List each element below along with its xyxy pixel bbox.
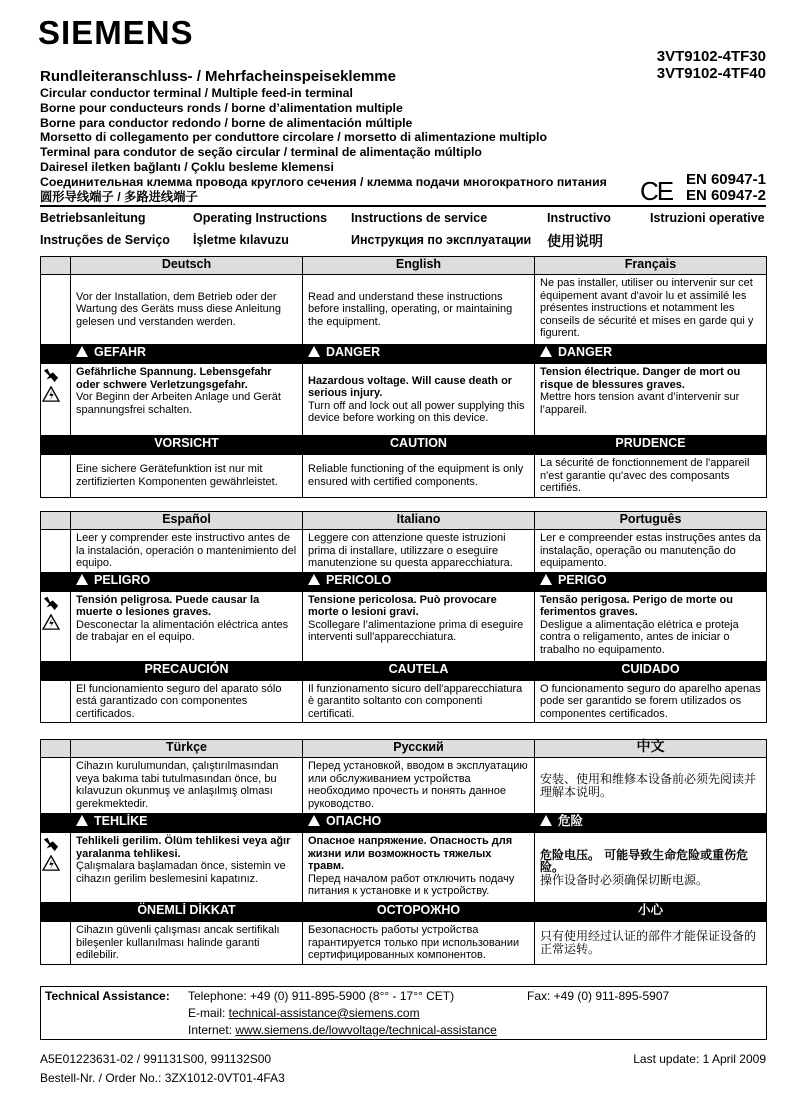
tech-label: Technical Assistance: — [45, 989, 170, 1003]
read-instructions-text: Read and understand these instructions before installing, operating, or maintaining the equipment. — [303, 275, 535, 345]
caution-header: CAUTELA — [303, 661, 535, 680]
technical-assistance-box — [40, 986, 767, 1040]
caution-header: 小心 — [535, 903, 767, 922]
language-header: Русский — [303, 740, 535, 758]
instructions-label: Operating Instructions — [193, 211, 328, 225]
hazard-icons — [41, 364, 71, 436]
doc-id: A5E01223631-02 / 991131S00, 991132S00 — [40, 1052, 272, 1066]
danger-header: PERIGO — [535, 572, 767, 591]
danger-header: DANGER — [303, 345, 535, 364]
caution-text: Безопасность работы устройства гарантируется только при использовании сертифицированных компонентов. — [303, 922, 535, 965]
danger-text: Tensión peligrosa. Puede causar la muerte o lesiones graves. Desconectar la alimentación eléctrica antes de trabajar en el equipo. — [71, 591, 303, 661]
electric-hazard-icon — [41, 614, 61, 630]
product-title: Borne para conductor redondo / borne de alimentación múltiple — [40, 115, 413, 130]
danger-text: 危险电压。 可能导致生命危险或重伤危险。 操作设备时必须确保切断电源。 — [535, 833, 767, 903]
read-instructions-text: Перед установкой, вводом в эксплуатацию или обслуживанием устройства необходимо прочесть и понять данное руководство. — [303, 758, 535, 814]
danger-header: PELIGRO — [71, 572, 303, 591]
warning-icon — [540, 815, 552, 826]
read-instructions-text: Ler e compreender estas instruções antes da instalação, operação ou manutenção do equipamento. — [535, 530, 767, 573]
order-number: 3VT9102-4TF40 — [656, 65, 766, 82]
danger-text: Hazardous voltage. Will cause death or serious injury. Turn off and lock out all power supplying this device before working on this device. — [303, 364, 535, 436]
order-numbers — [657, 48, 766, 82]
danger-text: Tehlikeli gerilim. Ölüm tehlikesi veya ağır yaralanma tehlikesi. Çalışmalara başlamadan önce, sistemin ve cihazın gerilim beslemesini kapatınız. — [71, 833, 303, 903]
danger-header: GEFAHR — [71, 345, 303, 364]
caution-header: ОСТОРОЖНО — [303, 903, 535, 922]
order-no: Bestell-Nr. / Order No.: 3ZX1012-0VT01-4FA3 — [40, 1071, 285, 1085]
danger-text: Gefährliche Spannung. Lebensgefahr oder schwere Verletzungsgefahr. Vor Beginn der Arbeiten Anlage und Gerät spannungsfrei schalten. — [71, 364, 303, 436]
product-title: Terminal para condutor de seção circular / terminal de alimentação múltiplo — [40, 145, 482, 160]
danger-header: TEHLİKE — [71, 814, 303, 833]
read-instructions-text: Ne pas installer, utiliser ou intervenir sur cet équipement avant d'avoir lu et assimilé les présentes instructions et notamment les conseils de sécurité et mises en garde qui y figurent. — [535, 275, 767, 345]
warning-icon — [76, 815, 88, 826]
product-title: Circular conductor terminal / Multiple feed-in terminal — [40, 86, 353, 100]
caution-text: Il funzionamento sicuro dell'apparecchiatura è garantito soltanto con componenti certificati. — [303, 680, 535, 723]
hand-hazard-icon — [41, 595, 61, 611]
instructions-label: Инструкция по эксплуатации — [351, 233, 532, 247]
language-section — [40, 256, 767, 498]
danger-header: PERICOLO — [303, 572, 535, 591]
standard: EN 60947-1 — [685, 171, 766, 188]
instructions-label: Instructivo — [547, 211, 611, 225]
danger-header: ОПАСНО — [303, 814, 535, 833]
order-number: 3VT9102-4TF30 — [656, 48, 766, 65]
warning-icon — [308, 815, 320, 826]
danger-header: DANGER — [535, 345, 767, 364]
electric-hazard-icon — [41, 855, 61, 871]
header-divider — [40, 205, 766, 207]
language-header: Português — [535, 512, 767, 530]
danger-header: 危险 — [535, 814, 767, 833]
language-header: Deutsch — [71, 257, 303, 275]
email-link[interactable]: technical-assistance@siemens.com — [228, 1006, 420, 1020]
read-instructions-text: 安装、使用和维修本设备前必须先阅读并理解本说明。 — [535, 758, 767, 814]
danger-text: Tension électrique. Danger de mort ou risque de blessures graves. Mettre hors tension avant d’intervenir sur l’appareil. — [535, 364, 767, 436]
product-title: Morsetto di collegamento per conduttore circolare / morsetto di alimentazione multiplo — [40, 130, 547, 145]
language-header: English — [303, 257, 535, 275]
caution-header: VORSICHT — [71, 436, 303, 455]
product-title: Соединительная клемма провода круглого сечения / клемма подачи многократного питания — [40, 174, 607, 189]
language-header: Français — [535, 257, 767, 275]
electric-hazard-icon — [41, 386, 61, 402]
instructions-label: Instruções de Serviço — [40, 233, 170, 247]
read-instructions-text: Leer y comprender este instructivo antes de la instalación, operación o mantenimiento del equipo. — [71, 530, 303, 573]
tech-telephone: Telephone: +49 (0) 911-895-5900 (8°° - 17°° CET) — [188, 989, 455, 1003]
instructions-label: Betriebsanleitung — [40, 211, 146, 225]
hazard-icons — [41, 833, 71, 903]
warning-icon — [308, 346, 320, 357]
warning-icon — [76, 574, 88, 585]
warning-icon — [540, 346, 552, 357]
caution-header: PRECAUCIÓN — [71, 661, 303, 680]
caution-text: 只有使用经过认证的部件才能保证设备的正常运转。 — [535, 922, 767, 965]
caution-text: Reliable functioning of the equipment is only ensured with certified components. — [303, 455, 535, 498]
caution-header: ÖNEMLİ DİKKAT — [71, 903, 303, 922]
danger-text: Tensione pericolosa. Può provocare morte o lesioni gravi. Scollegare l’alimentazione prima di eseguire interventi sull'apparecchiatura. — [303, 591, 535, 661]
danger-text: Tensão perigosa. Perigo de morte ou ferimentos graves. Desligue a alimentação elétrica e proteja contra o religamento, antes de iniciar o trabalho no equipamento. — [535, 591, 767, 661]
read-instructions-text: Cihazın kurulumundan, çalıştırılmasından veya bakıma tabi tutulmasından önce, bu kılavuzun okunmuş ve anlaşılmış olması gerekmektedir. — [71, 758, 303, 814]
instructions-label: Instructions de service — [351, 211, 488, 225]
caution-text: La sécurité de fonctionnement de l'appareil n'est garantie qu'avec des composants certifiés. — [535, 455, 767, 498]
read-instructions-text: Vor der Installation, dem Betrieb oder der Wartung des Geräts muss diese Anleitung gelesen und verstanden werden. — [71, 275, 303, 345]
product-titles — [40, 68, 607, 204]
caution-text: Cihazın güvenli çalışması ancak sertifikalı bileşenler kullanılması halinde garanti edilebilir. — [71, 922, 303, 965]
language-header: Türkçe — [71, 740, 303, 758]
product-title: Dairesel iletken bağlantı / Çoklu besleme klemensi — [40, 159, 334, 174]
caution-text: O funcionamento seguro do aparelho apenas pode ser garantido se forem utilizados os componentes certificados. — [535, 680, 767, 723]
instructions-label: 使用说明 — [547, 233, 603, 249]
caution-header: PRUDENCE — [535, 436, 767, 455]
hand-hazard-icon — [41, 836, 61, 852]
warning-icon — [308, 574, 320, 585]
caution-text: Eine sichere Gerätefunktion ist nur mit zertifizierten Komponenten gewährleistet. — [71, 455, 303, 498]
siemens-logo: SIEMENS — [38, 14, 194, 51]
internet-link[interactable]: www.siemens.de/lowvoltage/technical-assistance — [235, 1023, 497, 1037]
caution-header: CAUTION — [303, 436, 535, 455]
read-instructions-text: Leggere con attenzione queste istruzioni prima di installare, utilizzare o eseguire manutenzione su questa apparecchiatura. — [303, 530, 535, 573]
warning-icon — [540, 574, 552, 585]
language-header: 中文 — [535, 740, 767, 758]
product-title: Rundleiteranschluss- / Mehrfacheinspeiseklemme — [40, 68, 396, 85]
caution-text: El funcionamiento seguro del aparato sólo está garantizado con componentes certificados. — [71, 680, 303, 723]
hazard-icons — [41, 591, 71, 661]
language-header: Español — [71, 512, 303, 530]
instructions-label: Istruzioni operative — [650, 211, 765, 225]
last-update: Last update: 1 April 2009 — [633, 1052, 766, 1066]
tech-email-line: E-mail: technical-assistance@siemens.com — [188, 1006, 420, 1020]
danger-text: Опасное напряжение. Опасность для жизни или возможность тяжелых травм. Перед началом работ отключить подачу питания к установке и к устройству. — [303, 833, 535, 903]
hand-hazard-icon — [41, 367, 61, 383]
language-section — [40, 739, 767, 965]
language-header: Italiano — [303, 512, 535, 530]
standard: EN 60947-2 — [685, 187, 766, 204]
tech-internet-line: Internet: www.siemens.de/lowvoltage/technical-assistance — [188, 1023, 497, 1037]
ce-mark: CE — [640, 176, 673, 206]
product-title: Borne pour conducteurs ronds / borne d’alimentation multiple — [40, 100, 403, 115]
tech-fax: Fax: +49 (0) 911-895-5907 — [527, 989, 670, 1003]
warning-icon — [76, 346, 88, 357]
instructions-label: İşletme kılavuzu — [193, 233, 289, 247]
language-section — [40, 511, 767, 723]
standards — [686, 172, 766, 204]
caution-header: CUIDADO — [535, 661, 767, 680]
product-title: 圆形导线端子 / 多路进线端子 — [40, 189, 198, 204]
